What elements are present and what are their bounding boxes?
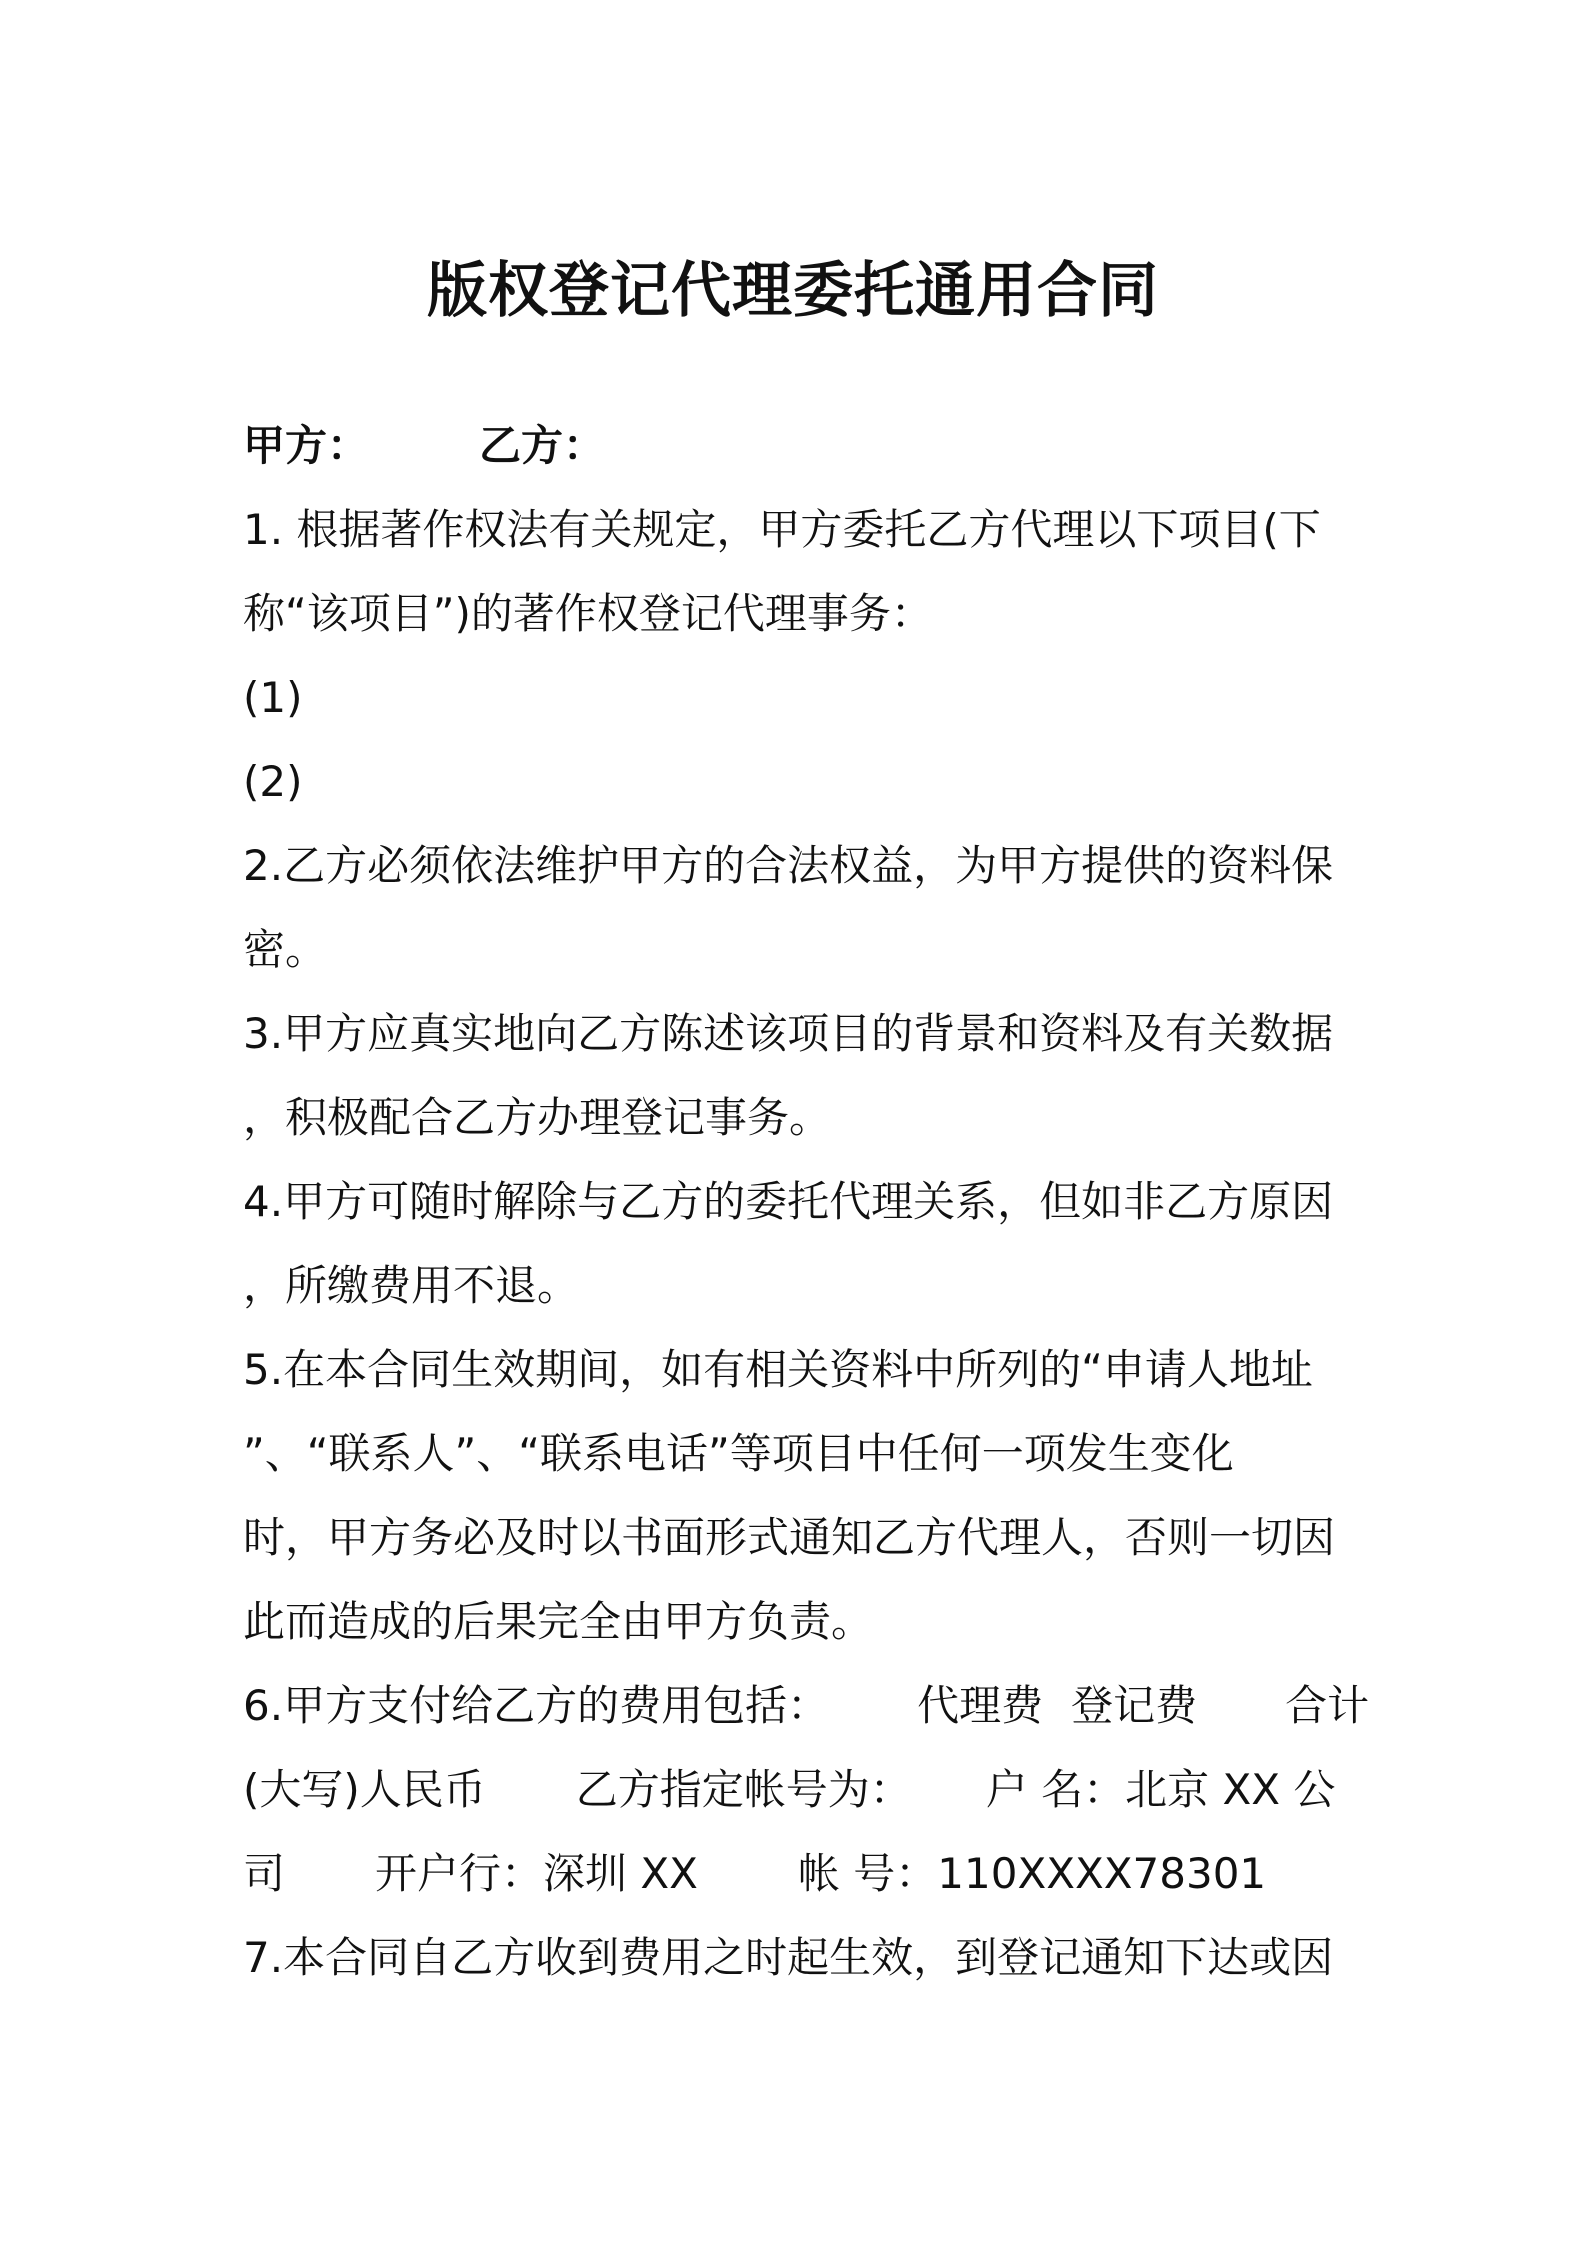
clause-3-line-1: 3.甲方应真实地向乙方陈述该项目的背景和资料及有关数据 xyxy=(243,1009,1334,1058)
designated-account-label: 乙方指定帐号为： xyxy=(575,1765,912,1814)
item-2: (2) xyxy=(243,757,303,806)
clause-6-line-2 xyxy=(243,1748,1353,1832)
clause-4-line-2: ，所缴费用不退。 xyxy=(243,1261,580,1310)
document-title: 版权登记代理委托通用合同 xyxy=(427,256,1159,326)
clause-6-line-1 xyxy=(243,1664,1370,1748)
clause-6-line-3 xyxy=(243,1832,1353,1916)
registration-fee-label: 登记费 xyxy=(1071,1681,1198,1730)
item-1: (1) xyxy=(243,673,303,722)
document-body xyxy=(243,404,1370,2000)
rmb-uppercase-label: (大写)人民币 xyxy=(243,1765,486,1814)
clause-5-line-4: 此而造成的后果完全由甲方负责。 xyxy=(243,1597,874,1646)
clause-1-line-1: 1. 根据著作权法有关规定，甲方委托乙方代理以下项目(下 xyxy=(243,505,1321,554)
account-holder-name-continued: 司 xyxy=(243,1849,286,1898)
party-b-label: 乙方： xyxy=(479,421,606,470)
bank-branch: 开户行：深圳 XX xyxy=(375,1849,698,1898)
parties-line xyxy=(243,404,1353,488)
clause-5-line-1: 5.在本合同生效期间，如有相关资料中所列的“申请人地址 xyxy=(243,1345,1313,1394)
clause-2-line-1: 2.乙方必须依法维护甲方的合法权益，为甲方提供的资料保 xyxy=(243,841,1334,890)
clause-2-line-2: 密。 xyxy=(243,925,328,974)
clause-7-line-1: 7.本合同自乙方收到费用之时起生效，到登记通知下达或因 xyxy=(243,1933,1334,1982)
clause-5-line-3: 时，甲方务必及时以书面形式通知乙方代理人，否则一切因 xyxy=(243,1513,1336,1562)
account-holder-name: 户 名：北京 XX 公 xyxy=(985,1765,1336,1814)
clause-4-line-1: 4.甲方可随时解除与乙方的委托代理关系，但如非乙方原因 xyxy=(243,1177,1334,1226)
fee-intro: 6.甲方支付给乙方的费用包括： xyxy=(243,1681,830,1730)
clause-3-line-2: ，积极配合乙方办理登记事务。 xyxy=(243,1093,832,1142)
party-a-label: 甲方： xyxy=(243,421,370,470)
clause-1-line-2: 称“该项目”)的著作权登记代理事务： xyxy=(243,589,933,638)
agency-fee-label: 代理费 xyxy=(917,1681,1044,1730)
total-label: 合计 xyxy=(1285,1681,1370,1730)
account-number: 帐 号：110XXXX78301 xyxy=(797,1849,1267,1898)
clause-5-line-2: ”、“联系人”、“联系电话”等项目中任何一项发生变化 xyxy=(243,1429,1234,1478)
